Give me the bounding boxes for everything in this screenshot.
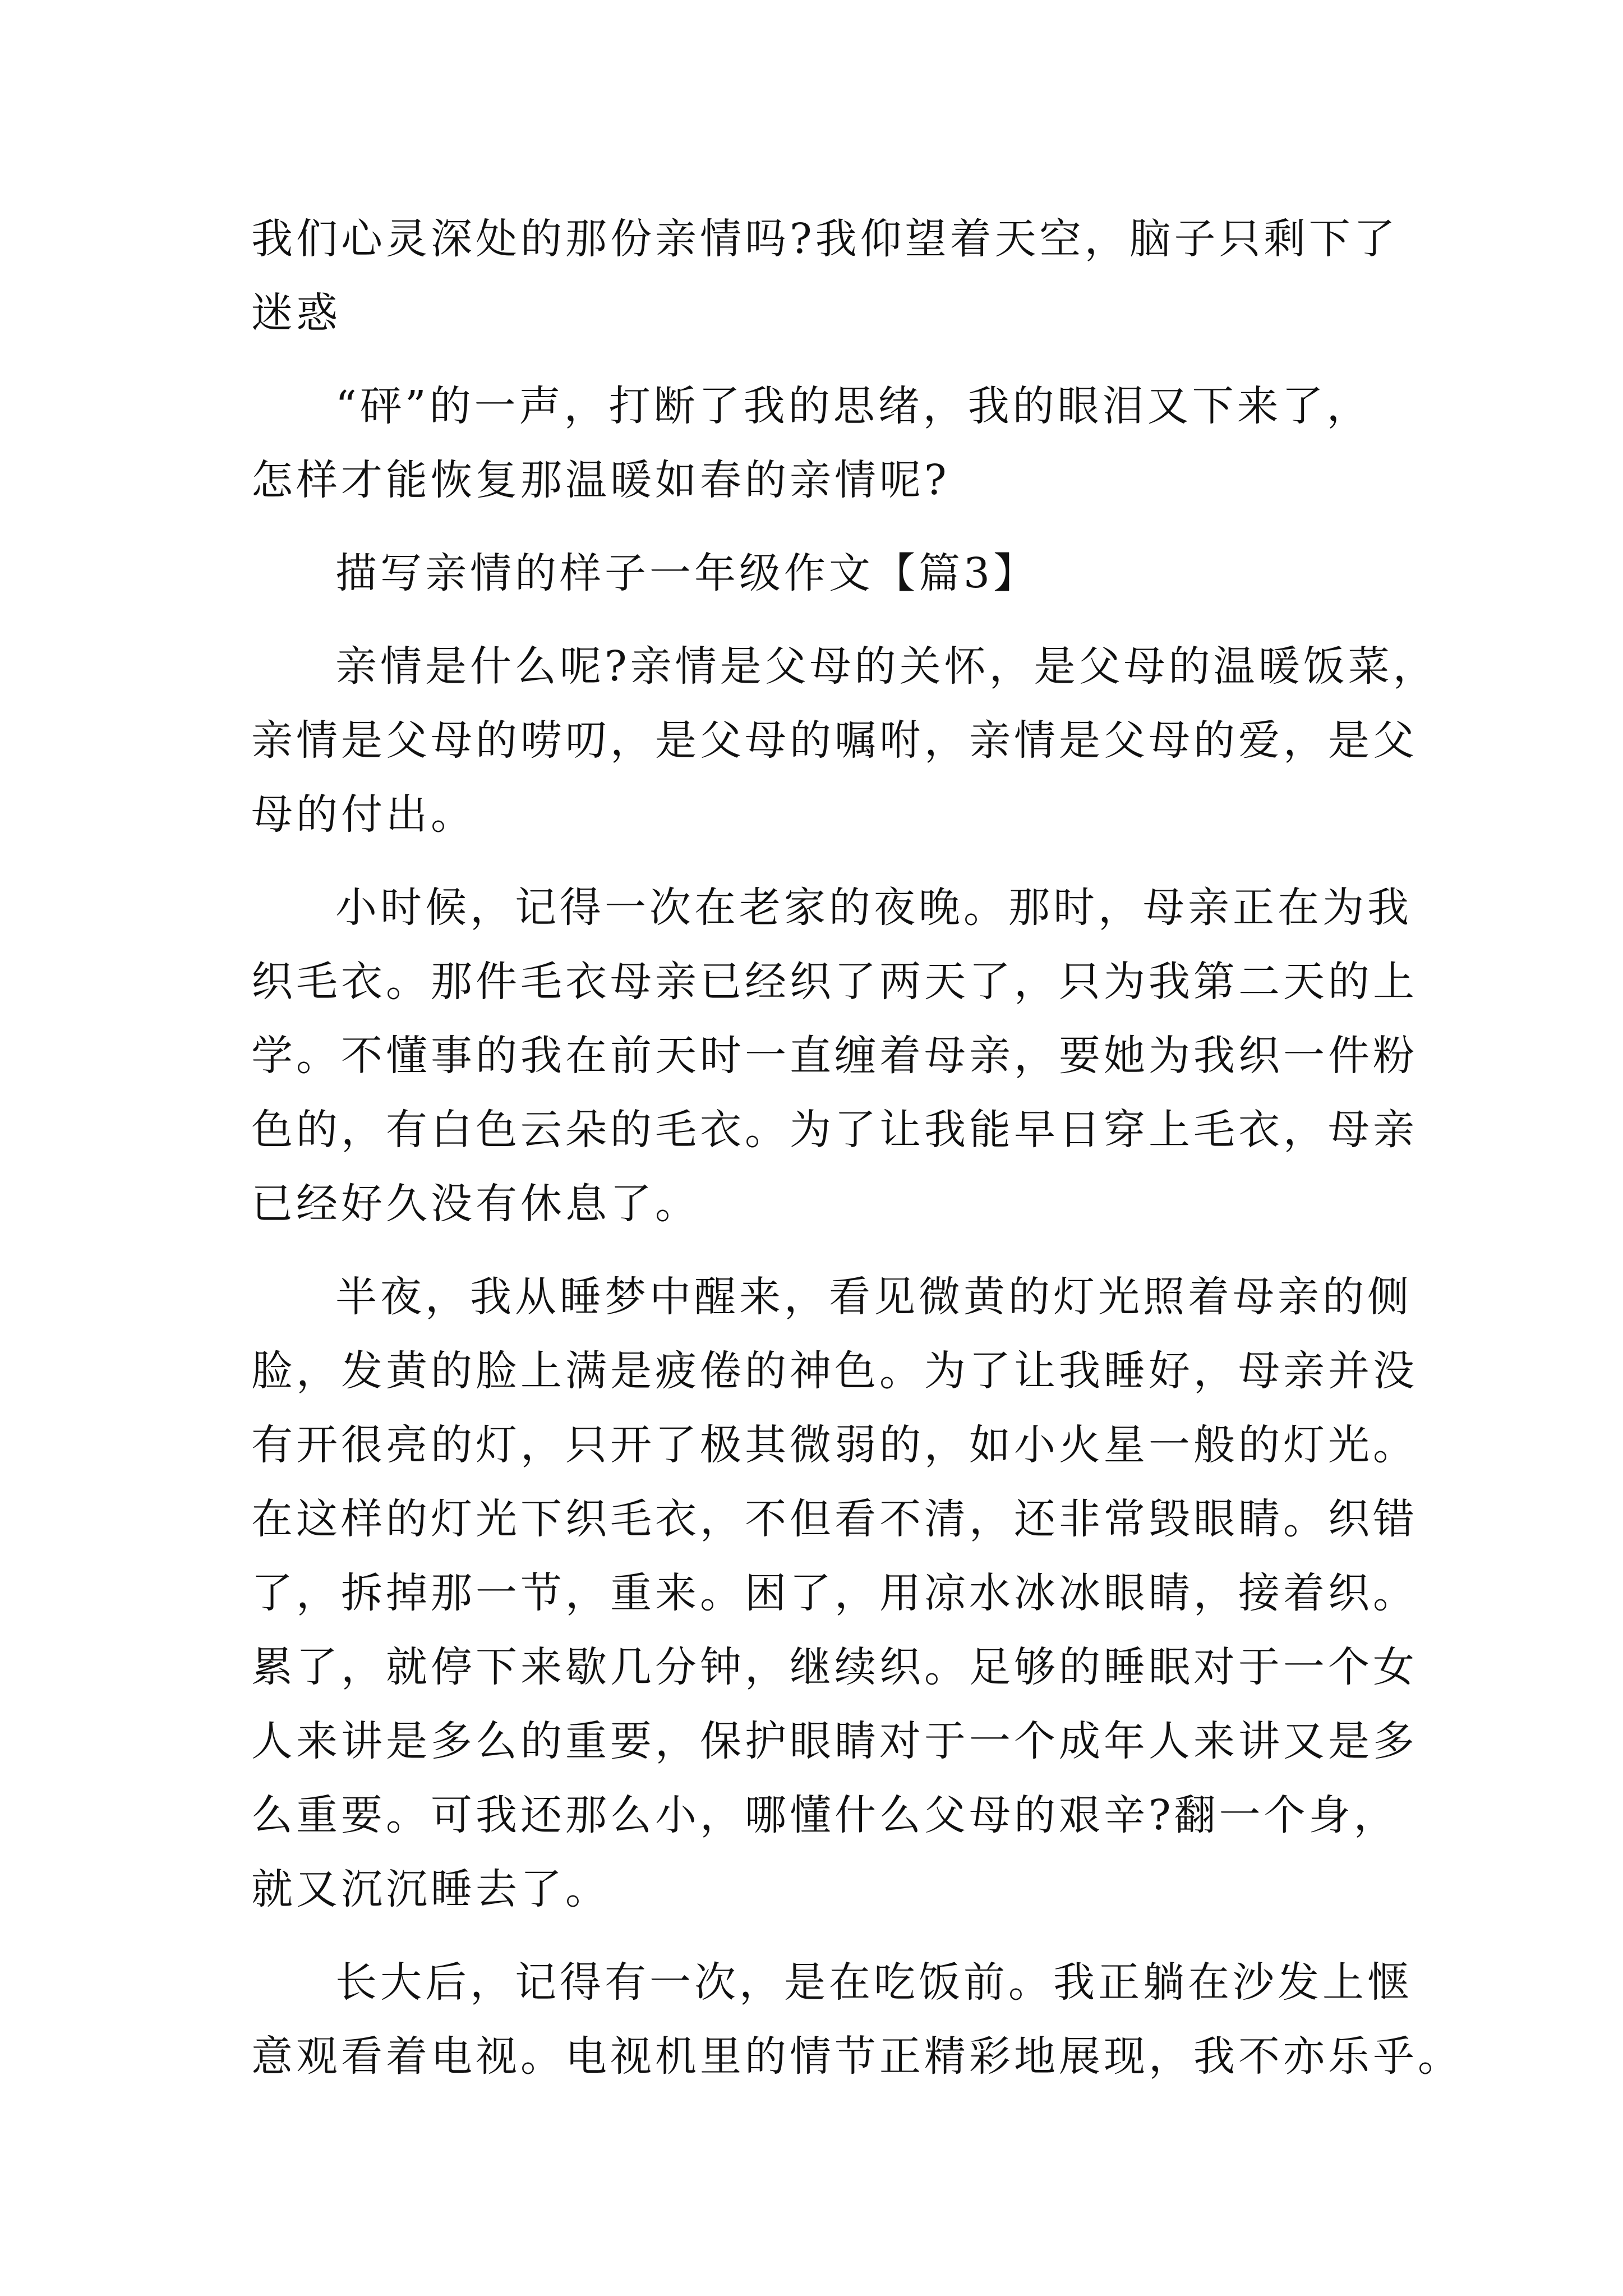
text-line: 亲情是父母的唠叨，是父母的嘱咐，亲情是父母的爱，是父 xyxy=(251,716,1418,765)
text-line: 在这样的灯光下织毛衣，不但看不清，还非常毁眼睛。织错 xyxy=(251,1495,1418,1543)
text-line: 就又沉沉睡去了。 xyxy=(251,1865,610,1913)
paragraph-first-line: 半夜，我从睡梦中醒来，看见微黄的灯光照着母亲的侧 xyxy=(335,1273,1412,1321)
text-line: 累了，就停下来歇几分钟，继续织。足够的睡眠对于一个女 xyxy=(251,1643,1418,1691)
text-line: 色的，有白色云朵的毛衣。为了让我能早日穿上毛衣，母亲 xyxy=(251,1106,1418,1154)
text-line: 了，拆掉那一节，重来。困了，用凉水冰冰眼睛，接着织。 xyxy=(251,1569,1418,1617)
paragraph-first-line: 小时候，记得一次在老家的夜晚。那时，母亲正在为我 xyxy=(335,884,1412,932)
text-line: 学。不懂事的我在前天时一直缠着母亲，要她为我织一件粉 xyxy=(251,1032,1418,1080)
text-line: 么重要。可我还那么小，哪懂什么父母的艰辛?翻一个身， xyxy=(251,1791,1399,1839)
paragraph-first-line: 亲情是什么呢?亲情是父母的关怀，是父母的温暖饭菜， xyxy=(335,642,1438,691)
text-line: 有开很亮的灯，只开了极其微弱的，如小火星一般的灯光。 xyxy=(251,1421,1418,1469)
text-line: 脸，发黄的脸上满是疲倦的神色。为了让我睡好，母亲并没 xyxy=(251,1347,1418,1395)
text-line: 意观看着电视。电视机里的情节正精彩地展现，我不亦乐乎。 xyxy=(251,2032,1463,2081)
text-line: 人来讲是多么的重要，保护眼睛对于一个成年人来讲又是多 xyxy=(251,1717,1418,1765)
section-heading: 描写亲情的样子一年级作文【篇3】 xyxy=(335,549,1039,597)
text-line: 织毛衣。那件毛衣母亲已经织了两天了，只为我第二天的上 xyxy=(251,958,1418,1006)
text-line: 怎样才能恢复那温暖如春的亲情呢? xyxy=(251,456,950,504)
text-line: 我们心灵深处的那份亲情吗?我仰望着天空，脑子只剩下了 xyxy=(251,215,1399,263)
text-line: 迷惑 xyxy=(251,289,341,337)
paragraph-first-line: 长大后，记得有一次，是在吃饭前。我正躺在沙发上惬 xyxy=(335,1958,1412,2007)
text-line: 母的付出。 xyxy=(251,790,476,839)
document-body xyxy=(251,202,1463,2093)
text-line: 已经好久没有休息了。 xyxy=(251,1180,700,1228)
paragraph-first-line: “砰”的一声，打断了我的思绪，我的眼泪又下来了， xyxy=(335,382,1372,430)
